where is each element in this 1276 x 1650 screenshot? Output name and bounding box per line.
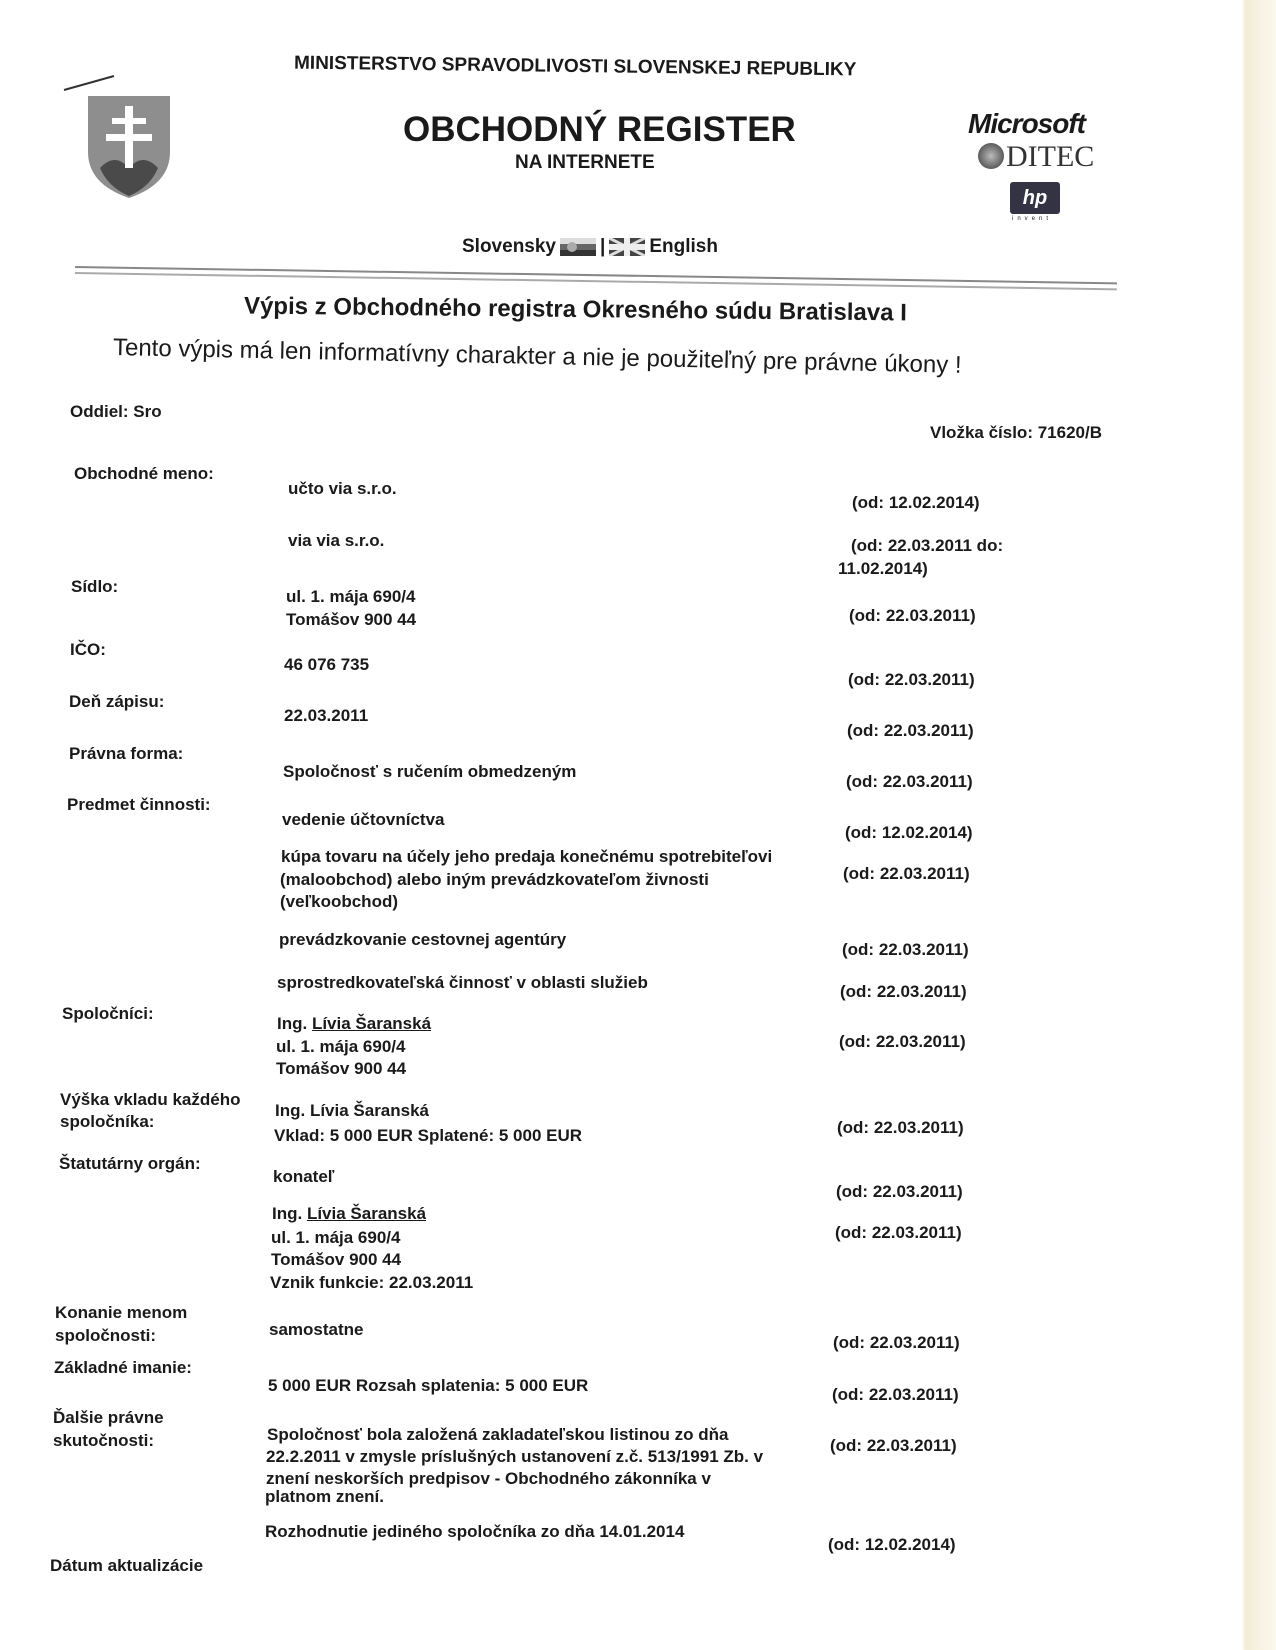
- predmet-2a: kúpa tovaru na účely jeho predaja konečnému spotrebiteľovi: [281, 847, 773, 866]
- predmet-3: prevádzkovanie cestovnej agentúry: [279, 930, 567, 949]
- date: (od: 22.03.2011): [833, 1333, 960, 1352]
- label-ico: IČO:: [70, 640, 106, 659]
- label-vyska-vkladu-1: Výška vkladu každého: [60, 1090, 241, 1109]
- date: (od: 22.03.2011): [835, 1223, 962, 1242]
- scan-edge: [1200, 0, 1276, 1650]
- label-dalsie-2: skutočnosti:: [53, 1431, 155, 1450]
- predmet-4: sprostredkovateľská činnosť v oblasti služieb: [277, 973, 648, 992]
- ministry-name: MINISTERSTVO SPRAVODLIVOSTI SLOVENSKEJ REPUBLIKY: [293, 52, 857, 81]
- date: (od: 12.02.2014): [828, 1535, 956, 1554]
- label-konanie-2: spoločnosti:: [55, 1326, 157, 1345]
- date: (od: 12.02.2014): [845, 823, 973, 842]
- ditec-emblem-icon: [978, 143, 1004, 169]
- label-dalsie-1: Ďalšie právne: [53, 1408, 164, 1427]
- spolocnik-street: ul. 1. mája 690/4: [276, 1037, 406, 1056]
- label-statutarny-organ: Štatutárny orgán:: [59, 1154, 201, 1173]
- ditec-logo: DITEC: [978, 140, 1094, 174]
- label-predmet-cinnosti: Predmet činnosti:: [67, 795, 211, 814]
- sidlo-street: ul. 1. mája 690/4: [286, 587, 416, 606]
- date: (od: 22.03.2011): [848, 670, 975, 689]
- hp-logo: hp: [1010, 182, 1060, 214]
- informative-notice: Tento výpis má len informatívny charakter a nie je použiteľný pre právne úkony !: [112, 334, 962, 379]
- coat-of-arms-icon: [60, 72, 180, 202]
- label-sidlo: Sídlo:: [71, 577, 119, 596]
- date: (od: 22.03.2011): [849, 606, 976, 625]
- label-pravna-forma: Právna forma:: [69, 744, 184, 763]
- register-subtitle: NA INTERNETE: [515, 152, 655, 173]
- konanie-value: samostatne: [269, 1320, 364, 1339]
- statutar-link[interactable]: Lívia Šaranská: [306, 1204, 427, 1223]
- date: (od: 22.03.2011): [839, 1032, 966, 1051]
- language-switch: [462, 236, 718, 258]
- meno-current: učto via s.r.o.: [288, 479, 397, 498]
- date: (od: 12.02.2014): [852, 493, 980, 512]
- statutar-vznik: Vznik funkcie: 22.03.2011: [270, 1273, 474, 1292]
- label-spolocnici: Spoločníci:: [62, 1004, 154, 1023]
- imanie-value: 5 000 EUR Rozsah splatenia: 5 000 EUR: [268, 1376, 589, 1395]
- uk-flag-icon[interactable]: [609, 238, 645, 256]
- dalsie-2: Rozhodnutie jediného spoločníka zo dňa 14.01.2014: [265, 1522, 685, 1541]
- label-vyska-vkladu-2: spoločníka:: [60, 1112, 155, 1131]
- predmet-2b: (maloobchod) alebo iným prevádzkovateľom živnosti: [280, 870, 709, 889]
- microsoft-logo: Microsoft: [968, 108, 1085, 139]
- ico-value: 46 076 735: [284, 655, 370, 674]
- lang-english-link[interactable]: English: [649, 236, 718, 257]
- predmet-2c: (veľkoobchod): [280, 892, 398, 911]
- statutar-name: Ing. Lívia Šaranská: [272, 1204, 427, 1223]
- label-zakladne-imanie: Základné imanie:: [54, 1358, 192, 1377]
- label-den-zapisu: Deň zápisu:: [69, 692, 165, 711]
- oddiel: Oddiel: Sro: [70, 402, 162, 421]
- date: (od: 22.03.2011): [843, 864, 970, 883]
- lang-separator: |: [600, 236, 606, 257]
- predmet-1: vedenie účtovníctva: [282, 810, 445, 829]
- dalsie-1b: 22.2.2011 v zmysle príslušných ustanovení z.č. 513/1991 Zb. v: [266, 1447, 764, 1466]
- dalsie-1c: znení neskorších predpisov - Obchodného zákonníka v: [266, 1469, 711, 1488]
- date: (od: 22.03.2011): [837, 1118, 964, 1137]
- date: (od: 22.03.2011): [836, 1182, 963, 1201]
- sidlo-city: Tomášov 900 44: [286, 610, 417, 629]
- date: (od: 22.03.2011): [847, 721, 974, 740]
- dalsie-1d: platnom znení.: [265, 1487, 384, 1506]
- spolocnik-city: Tomášov 900 44: [276, 1059, 407, 1078]
- date: 11.02.2014): [838, 559, 928, 578]
- document-title: Výpis z Obchodného registra Okresného súdu Bratislava I: [243, 292, 907, 327]
- dalsie-1a: Spoločnosť bola založená zakladateľskou listinou zo dňa: [267, 1425, 729, 1444]
- date: (od: 22.03.2011): [832, 1385, 959, 1404]
- spolocnik-name: Ing. Lívia Šaranská: [277, 1014, 432, 1033]
- spolocnik-link[interactable]: Lívia Šaranská: [311, 1014, 432, 1033]
- date: (od: 22.03.2011): [830, 1436, 957, 1455]
- hp-invent-text: invent: [1012, 216, 1053, 222]
- statutar-city: Tomášov 900 44: [271, 1250, 402, 1269]
- date: (od: 22.03.2011): [840, 982, 967, 1001]
- statutar-street: ul. 1. mája 690/4: [271, 1228, 401, 1247]
- meno-previous: via via s.r.o.: [288, 531, 385, 550]
- zapis-value: 22.03.2011: [284, 706, 369, 725]
- label-konanie-1: Konanie menom: [55, 1303, 188, 1322]
- vklad-name: Ing. Lívia Šaranská: [275, 1101, 430, 1120]
- lang-slovak-link[interactable]: Slovensky: [462, 236, 556, 257]
- date: (od: 22.03.2011): [846, 772, 973, 791]
- konatel: konateľ: [273, 1167, 335, 1186]
- register-title: OBCHODNÝ REGISTER: [403, 110, 796, 149]
- header-divider: [75, 266, 1117, 290]
- label-datum-aktualizacie: Dátum aktualizácie: [50, 1556, 204, 1575]
- vklad-value: Vklad: 5 000 EUR Splatené: 5 000 EUR: [274, 1126, 583, 1145]
- forma-value: Spoločnosť s ručením obmedzeným: [283, 762, 577, 781]
- vlozka: Vložka číslo: 71620/B: [930, 423, 1102, 442]
- date: (od: 22.03.2011): [842, 940, 969, 959]
- date: (od: 22.03.2011 do:: [851, 536, 1004, 555]
- slovak-flag-icon[interactable]: [560, 238, 596, 256]
- label-obchodne-meno: Obchodné meno:: [74, 464, 214, 483]
